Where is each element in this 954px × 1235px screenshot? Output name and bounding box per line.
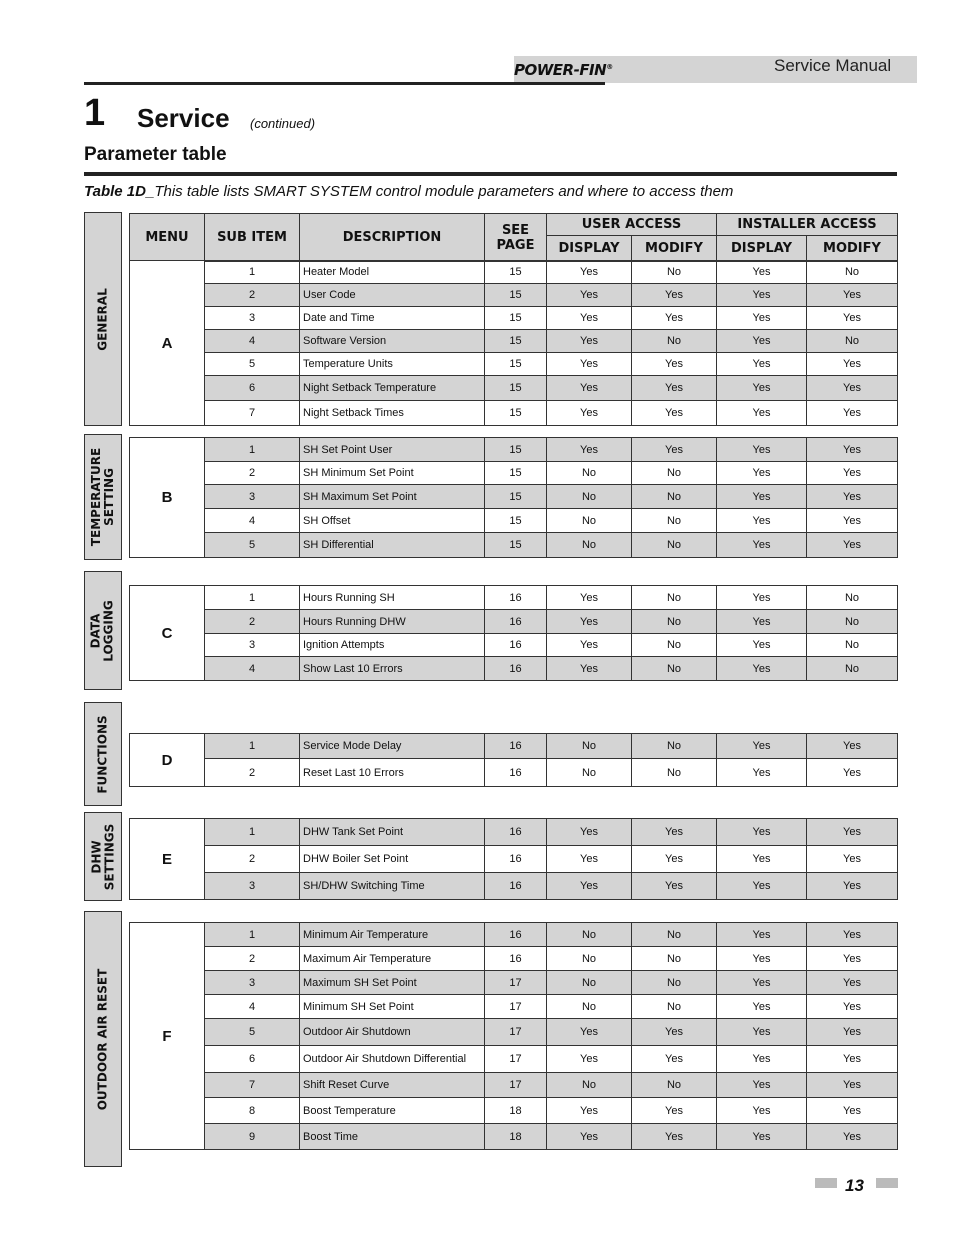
table-row — [130, 1098, 898, 1124]
table-row — [130, 509, 898, 533]
cell-installer-modify: Yes — [807, 846, 898, 873]
cell-installer-modify: Yes — [807, 438, 898, 462]
cell-installer-modify: No — [807, 634, 898, 657]
table-row — [130, 759, 898, 787]
cell-user-modify: Yes — [632, 1046, 717, 1073]
cell-see-page: 16 — [485, 634, 547, 657]
col-installer-display: DISPLAY — [717, 236, 807, 262]
cell-installer-modify: Yes — [807, 1124, 898, 1150]
cell-user-display: No — [547, 485, 632, 509]
cell-see-page: 18 — [485, 1124, 547, 1150]
cell-sub-item: 5 — [205, 353, 300, 376]
cell-installer-modify: Yes — [807, 759, 898, 787]
cell-user-modify: Yes — [632, 307, 717, 330]
cell-user-display: Yes — [547, 376, 632, 401]
cell-see-page: 15 — [485, 284, 547, 307]
cell-installer-modify: Yes — [807, 1098, 898, 1124]
cell-user-display: Yes — [547, 586, 632, 610]
cell-installer-display: Yes — [717, 971, 807, 995]
cell-sub-item: 5 — [205, 533, 300, 558]
table-row — [130, 533, 898, 558]
cell-user-modify: No — [632, 330, 717, 353]
menu-letter: A — [130, 261, 205, 426]
table-row — [130, 873, 898, 900]
cell-user-modify: No — [632, 610, 717, 634]
menu-letter: C — [130, 586, 205, 681]
col-description: DESCRIPTION — [300, 214, 485, 262]
cell-see-page: 16 — [485, 873, 547, 900]
cell-sub-item: 1 — [205, 923, 300, 947]
col-user-display: DISPLAY — [547, 236, 632, 262]
table-row — [130, 610, 898, 634]
cell-user-modify: No — [632, 533, 717, 558]
cell-see-page: 17 — [485, 1046, 547, 1073]
cell-see-page: 15 — [485, 376, 547, 401]
cell-user-modify: No — [632, 923, 717, 947]
cell-user-modify: No — [632, 995, 717, 1019]
group-label-box — [84, 571, 122, 690]
cell-installer-display: Yes — [717, 307, 807, 330]
table-row — [130, 261, 898, 284]
table-row — [130, 995, 898, 1019]
group-label-box — [84, 702, 122, 806]
cell-sub-item: 1 — [205, 438, 300, 462]
cell-user-modify: Yes — [632, 353, 717, 376]
col-user-access: USER ACCESS — [547, 214, 717, 236]
cell-installer-modify: No — [807, 330, 898, 353]
cell-user-modify: Yes — [632, 1019, 717, 1046]
cell-sub-item: 3 — [205, 485, 300, 509]
cell-installer-modify: Yes — [807, 284, 898, 307]
table-row — [130, 819, 898, 846]
cell-installer-modify: No — [807, 261, 898, 284]
cell-see-page: 16 — [485, 610, 547, 634]
brand-logo: POWER-FIN® — [514, 61, 613, 79]
parameter-group-table — [129, 733, 898, 787]
menu-letter: F — [130, 923, 205, 1150]
cell-see-page: 17 — [485, 971, 547, 995]
cell-user-display: No — [547, 759, 632, 787]
cell-description: Temperature Units — [300, 353, 485, 376]
cell-description: Date and Time — [300, 307, 485, 330]
table-row — [130, 330, 898, 353]
menu-letter: E — [130, 819, 205, 900]
cell-sub-item: 6 — [205, 376, 300, 401]
cell-see-page: 15 — [485, 438, 547, 462]
cell-installer-modify: Yes — [807, 947, 898, 971]
cell-installer-display: Yes — [717, 995, 807, 1019]
cell-installer-display: Yes — [717, 284, 807, 307]
cell-user-modify: Yes — [632, 873, 717, 900]
cell-see-page: 15 — [485, 401, 547, 426]
cell-user-modify: No — [632, 485, 717, 509]
cell-description: Service Mode Delay — [300, 734, 485, 759]
cell-installer-modify: Yes — [807, 995, 898, 1019]
cell-installer-display: Yes — [717, 353, 807, 376]
cell-user-display: Yes — [547, 353, 632, 376]
cell-installer-display: Yes — [717, 261, 807, 284]
cell-user-modify: Yes — [632, 1124, 717, 1150]
cell-description: Night Setback Times — [300, 401, 485, 426]
cell-user-display: Yes — [547, 634, 632, 657]
cell-see-page: 15 — [485, 330, 547, 353]
cell-installer-modify: Yes — [807, 353, 898, 376]
cell-see-page: 16 — [485, 846, 547, 873]
cell-user-modify: No — [632, 657, 717, 681]
cell-installer-display: Yes — [717, 401, 807, 426]
cell-see-page: 15 — [485, 462, 547, 485]
cell-user-display: No — [547, 1073, 632, 1098]
cell-user-display: No — [547, 734, 632, 759]
cell-installer-modify: Yes — [807, 307, 898, 330]
cell-user-display: Yes — [547, 1019, 632, 1046]
cell-installer-modify: Yes — [807, 971, 898, 995]
cell-see-page: 17 — [485, 1019, 547, 1046]
cell-installer-display: Yes — [717, 330, 807, 353]
cell-user-display: Yes — [547, 819, 632, 846]
cell-sub-item: 2 — [205, 610, 300, 634]
cell-installer-modify: Yes — [807, 819, 898, 846]
cell-user-modify: No — [632, 261, 717, 284]
cell-description: Reset Last 10 Errors — [300, 759, 485, 787]
cell-see-page: 17 — [485, 1073, 547, 1098]
cell-sub-item: 3 — [205, 971, 300, 995]
cell-sub-item: 5 — [205, 1019, 300, 1046]
cell-description: SH Maximum Set Point — [300, 485, 485, 509]
group-label-box — [84, 212, 122, 426]
table-row — [130, 376, 898, 401]
cell-description: DHW Tank Set Point — [300, 819, 485, 846]
col-installer-modify: MODIFY — [807, 236, 898, 262]
cell-installer-display: Yes — [717, 634, 807, 657]
table-header — [129, 213, 898, 262]
col-see-page: SEE PAGE — [485, 214, 547, 262]
cell-installer-modify: Yes — [807, 462, 898, 485]
cell-see-page: 16 — [485, 819, 547, 846]
header-rule — [84, 82, 605, 85]
cell-installer-display: Yes — [717, 734, 807, 759]
cell-user-display: Yes — [547, 873, 632, 900]
parameter-group-table — [129, 437, 898, 558]
cell-installer-modify: Yes — [807, 873, 898, 900]
menu-letter: B — [130, 438, 205, 558]
cell-sub-item: 1 — [205, 819, 300, 846]
cell-user-display: No — [547, 995, 632, 1019]
table-row — [130, 1046, 898, 1073]
cell-description: Heater Model — [300, 261, 485, 284]
cell-see-page: 16 — [485, 759, 547, 787]
cell-user-modify: Yes — [632, 819, 717, 846]
cell-user-display: Yes — [547, 330, 632, 353]
cell-user-display: No — [547, 971, 632, 995]
cell-see-page: 15 — [485, 307, 547, 330]
col-sub-item: SUB ITEM — [205, 214, 300, 262]
cell-sub-item: 4 — [205, 509, 300, 533]
cell-user-display: Yes — [547, 1098, 632, 1124]
cell-sub-item: 2 — [205, 759, 300, 787]
cell-installer-display: Yes — [717, 610, 807, 634]
cell-sub-item: 3 — [205, 307, 300, 330]
cell-description: DHW Boiler Set Point — [300, 846, 485, 873]
cell-user-modify: No — [632, 734, 717, 759]
cell-installer-display: Yes — [717, 1098, 807, 1124]
chapter-number: 1 — [84, 92, 106, 134]
table-row — [130, 1019, 898, 1046]
cell-user-display: Yes — [547, 438, 632, 462]
cell-sub-item: 3 — [205, 634, 300, 657]
cell-user-display: No — [547, 462, 632, 485]
cell-user-modify: No — [632, 462, 717, 485]
parameter-group-table — [129, 922, 898, 1150]
table-row — [130, 353, 898, 376]
cell-installer-modify: Yes — [807, 923, 898, 947]
menu-letter: D — [130, 734, 205, 787]
cell-description: Minimum SH Set Point — [300, 995, 485, 1019]
cell-sub-item: 4 — [205, 657, 300, 681]
cell-description: SH Differential — [300, 533, 485, 558]
caption-text: This table lists SMART SYSTEM control module parameters and where to access them — [154, 183, 734, 200]
cell-installer-display: Yes — [717, 1073, 807, 1098]
cell-installer-display: Yes — [717, 1046, 807, 1073]
cell-user-modify: Yes — [632, 438, 717, 462]
cell-description: SH Offset — [300, 509, 485, 533]
group-label-box — [84, 434, 122, 560]
col-user-modify: MODIFY — [632, 236, 717, 262]
cell-sub-item: 7 — [205, 1073, 300, 1098]
cell-installer-modify: No — [807, 610, 898, 634]
cell-installer-modify: No — [807, 657, 898, 681]
cell-user-modify: No — [632, 634, 717, 657]
cell-user-display: Yes — [547, 1046, 632, 1073]
cell-user-display: Yes — [547, 846, 632, 873]
cell-description: SH Set Point User — [300, 438, 485, 462]
cell-description: Outdoor Air Shutdown Differential — [300, 1046, 485, 1073]
group-label: DATA LOGGING — [89, 599, 117, 662]
table-row — [130, 284, 898, 307]
cell-user-display: Yes — [547, 657, 632, 681]
cell-user-display: Yes — [547, 1124, 632, 1150]
table-row — [130, 1073, 898, 1098]
cell-installer-modify: Yes — [807, 1073, 898, 1098]
cell-description: Night Setback Temperature — [300, 376, 485, 401]
group-label: GENERAL — [95, 287, 110, 351]
group-label: DHW SETTINGS — [89, 823, 116, 890]
cell-description: Minimum Air Temperature — [300, 923, 485, 947]
group-label-box — [84, 812, 122, 901]
cell-installer-display: Yes — [717, 586, 807, 610]
cell-installer-display: Yes — [717, 923, 807, 947]
group-label: TEMPERATURE SETTING — [89, 447, 116, 547]
cell-see-page: 15 — [485, 261, 547, 284]
parameter-group-table — [129, 260, 898, 426]
cell-installer-display: Yes — [717, 1019, 807, 1046]
cell-see-page: 18 — [485, 1098, 547, 1124]
cell-installer-modify: Yes — [807, 1019, 898, 1046]
cell-installer-modify: Yes — [807, 509, 898, 533]
table-row — [130, 971, 898, 995]
cell-user-modify: No — [632, 509, 717, 533]
cell-description: Ignition Attempts — [300, 634, 485, 657]
cell-sub-item: 4 — [205, 330, 300, 353]
table-row — [130, 947, 898, 971]
cell-description: Shift Reset Curve — [300, 1073, 485, 1098]
table-row — [130, 307, 898, 330]
cell-installer-display: Yes — [717, 1124, 807, 1150]
cell-installer-display: Yes — [717, 657, 807, 681]
cell-installer-display: Yes — [717, 759, 807, 787]
group-label: FUNCTIONS — [95, 714, 110, 794]
cell-user-modify: No — [632, 759, 717, 787]
parameter-group-table — [129, 585, 898, 681]
cell-description: Boost Temperature — [300, 1098, 485, 1124]
cell-user-modify: Yes — [632, 1098, 717, 1124]
cell-see-page: 15 — [485, 533, 547, 558]
cell-user-modify: No — [632, 586, 717, 610]
cell-sub-item: 6 — [205, 1046, 300, 1073]
cell-user-modify: No — [632, 947, 717, 971]
table-row — [130, 734, 898, 759]
cell-sub-item: 2 — [205, 462, 300, 485]
cell-see-page: 15 — [485, 509, 547, 533]
cell-see-page: 15 — [485, 353, 547, 376]
table-row — [130, 586, 898, 610]
table-row — [130, 1124, 898, 1150]
table-caption — [84, 183, 733, 200]
cell-sub-item: 1 — [205, 586, 300, 610]
table-row — [130, 401, 898, 426]
col-menu: MENU — [130, 214, 205, 262]
cell-user-display: No — [547, 947, 632, 971]
cell-see-page: 16 — [485, 734, 547, 759]
cell-see-page: 15 — [485, 485, 547, 509]
cell-sub-item: 2 — [205, 846, 300, 873]
cell-sub-item: 1 — [205, 261, 300, 284]
cell-user-modify: Yes — [632, 846, 717, 873]
cell-description: Software Version — [300, 330, 485, 353]
cell-user-display: Yes — [547, 401, 632, 426]
cell-sub-item: 3 — [205, 873, 300, 900]
cell-user-display: No — [547, 923, 632, 947]
cell-description: User Code — [300, 284, 485, 307]
cell-description: SH Minimum Set Point — [300, 462, 485, 485]
cell-see-page: 16 — [485, 923, 547, 947]
cell-installer-modify: Yes — [807, 376, 898, 401]
cell-description: Hours Running DHW — [300, 610, 485, 634]
section-rule — [84, 172, 897, 176]
cell-user-display: No — [547, 533, 632, 558]
cell-installer-display: Yes — [717, 509, 807, 533]
cell-sub-item: 7 — [205, 401, 300, 426]
table-row — [130, 846, 898, 873]
cell-description: Boost Time — [300, 1124, 485, 1150]
cell-user-display: No — [547, 509, 632, 533]
cell-installer-modify: Yes — [807, 1046, 898, 1073]
cell-installer-modify: Yes — [807, 485, 898, 509]
cell-installer-display: Yes — [717, 947, 807, 971]
cell-see-page: 16 — [485, 657, 547, 681]
cell-sub-item: 1 — [205, 734, 300, 759]
cell-description: Hours Running SH — [300, 586, 485, 610]
cell-user-display: Yes — [547, 610, 632, 634]
chapter-title: Service — [137, 103, 230, 133]
table-row — [130, 634, 898, 657]
cell-installer-modify: Yes — [807, 734, 898, 759]
cell-installer-display: Yes — [717, 438, 807, 462]
cell-sub-item: 9 — [205, 1124, 300, 1150]
table-row — [130, 923, 898, 947]
cell-installer-display: Yes — [717, 376, 807, 401]
table-row — [130, 657, 898, 681]
parameter-group-table — [129, 818, 898, 900]
cell-see-page: 16 — [485, 586, 547, 610]
cell-installer-display: Yes — [717, 819, 807, 846]
cell-user-modify: Yes — [632, 284, 717, 307]
cell-sub-item: 2 — [205, 947, 300, 971]
table-row — [130, 462, 898, 485]
cell-user-display: Yes — [547, 307, 632, 330]
table-row — [130, 438, 898, 462]
cell-description: Maximum SH Set Point — [300, 971, 485, 995]
manual-title: Service Manual — [774, 56, 892, 75]
col-installer-access: INSTALLER ACCESS — [717, 214, 898, 236]
cell-installer-display: Yes — [717, 873, 807, 900]
section-title: Parameter table — [84, 144, 227, 165]
cell-sub-item: 4 — [205, 995, 300, 1019]
cell-sub-item: 2 — [205, 284, 300, 307]
cell-user-modify: Yes — [632, 401, 717, 426]
group-label: OUTDOOR AIR RESET — [95, 968, 110, 1110]
cell-installer-display: Yes — [717, 462, 807, 485]
page-marker-left — [815, 1178, 837, 1188]
cell-installer-display: Yes — [717, 485, 807, 509]
cell-user-modify: No — [632, 971, 717, 995]
cell-user-display: Yes — [547, 284, 632, 307]
cell-installer-modify: Yes — [807, 533, 898, 558]
cell-installer-display: Yes — [717, 533, 807, 558]
cell-see-page: 16 — [485, 947, 547, 971]
table-row — [130, 485, 898, 509]
cell-installer-display: Yes — [717, 846, 807, 873]
cell-description: Show Last 10 Errors — [300, 657, 485, 681]
caption-label: Table 1D_ — [84, 183, 155, 200]
cell-installer-modify: No — [807, 586, 898, 610]
page-marker-right — [876, 1178, 898, 1188]
cell-user-display: Yes — [547, 261, 632, 284]
cell-see-page: 17 — [485, 995, 547, 1019]
cell-description: Maximum Air Temperature — [300, 947, 485, 971]
chapter-continued: (continued) — [250, 116, 316, 131]
cell-description: Outdoor Air Shutdown — [300, 1019, 485, 1046]
cell-description: SH/DHW Switching Time — [300, 873, 485, 900]
cell-installer-modify: Yes — [807, 401, 898, 426]
page-number: 13 — [845, 1176, 864, 1195]
group-label-box — [84, 911, 122, 1167]
cell-user-modify: Yes — [632, 376, 717, 401]
cell-user-modify: No — [632, 1073, 717, 1098]
cell-sub-item: 8 — [205, 1098, 300, 1124]
